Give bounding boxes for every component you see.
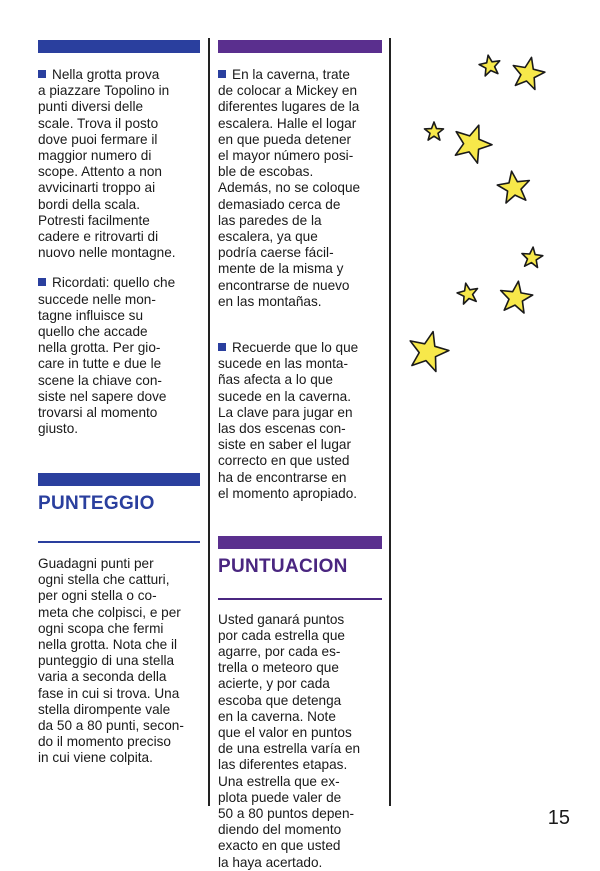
italian-paragraph-3: Guadagni punti per ogni stella che catturi, per ogni stella o co- meta che colpisci, e per ogni scopa che fermi nella grotta. Nota che il punteggio di una stella varia a seconda della fase in cui si trova. Una stella dirompente vale da 50 a 80 punti, secon- do il momento preciso in cui viene colpita.: [38, 555, 184, 766]
star-icon: [513, 57, 545, 89]
star-icon: [425, 122, 444, 140]
column-divider-right: [389, 38, 391, 806]
column-divider-left: [208, 38, 210, 806]
star-icon: [455, 125, 492, 163]
section-bar: [38, 473, 200, 486]
spanish-paragraph-3: Usted ganará puntos por cada estrella que agarre, por cada es- trella o meteoro que acierte, y por cada escoba que detenga en la caverna. Note que el valor en puntos de una estrella varía en las diferentes etapas. Una estrella que ex- plota puede valer de 50 a 80 puntos depen- diendo del momento exacto en que usted la haya acertado.: [218, 611, 361, 870]
spanish-paragraph-1: En la caverna, trate de colocar a Mickey en diferentes lugares de la escalera. Halle el logar en que pueda detener el mayor número posi- ble de escobas. Además, no se coloque demasiado cerca de las paredes de la escalera, ya que podría caerse fácil- mente de la misma y encontrarse de nuevo en las montañas.: [218, 67, 361, 309]
star-icon: [522, 247, 543, 267]
page-number: 15: [547, 807, 570, 829]
section-heading: PUNTUACION: [218, 556, 348, 578]
italian-paragraph-2: Ricordati: quello che succede nelle mon- tagne influisce su quello che accade nella grotta. Per gio- care in tutte e due le scene la chiave con- siste nel sapere dove trovarsi al momento giusto.: [38, 275, 176, 437]
bullet-icon: [38, 278, 46, 286]
spanish-column: [218, 40, 382, 871]
star-icon: [457, 283, 477, 304]
section-bar: [218, 536, 382, 549]
star-icon: [497, 171, 529, 203]
bullet-icon: [218, 70, 226, 78]
star-icon: [410, 332, 449, 372]
bullet-icon: [38, 70, 46, 78]
section-heading: PUNTEGGIO: [38, 493, 155, 515]
heading-rule: [38, 541, 200, 543]
star-icon: [501, 281, 533, 313]
bullet-icon: [218, 343, 226, 351]
stars-decoration: [400, 40, 570, 400]
star-icon: [479, 55, 500, 76]
heading-rule: [218, 598, 382, 600]
italian-column: [38, 40, 200, 767]
top-bar: [218, 40, 382, 53]
italian-paragraph-1: Nella grotta prova a piazzare Topolino in punti diversi delle scale. Trova il posto dove puoi fermare il maggior numero di scope. Attento a non avvicinarti troppo ai bordi della scala. Potresti facilmente cadere e ritrovarti di nuovo nelle montagne.: [38, 67, 176, 261]
spanish-paragraph-2: Recuerde que lo que sucede en las monta- ñas afecta a lo que sucede en la caverna. La clave para jugar en las dos escenas con- siste en saber el lugar correcto en que usted ha de encontrarse en el momento apropiado.: [218, 340, 359, 501]
top-bar: [38, 40, 200, 53]
